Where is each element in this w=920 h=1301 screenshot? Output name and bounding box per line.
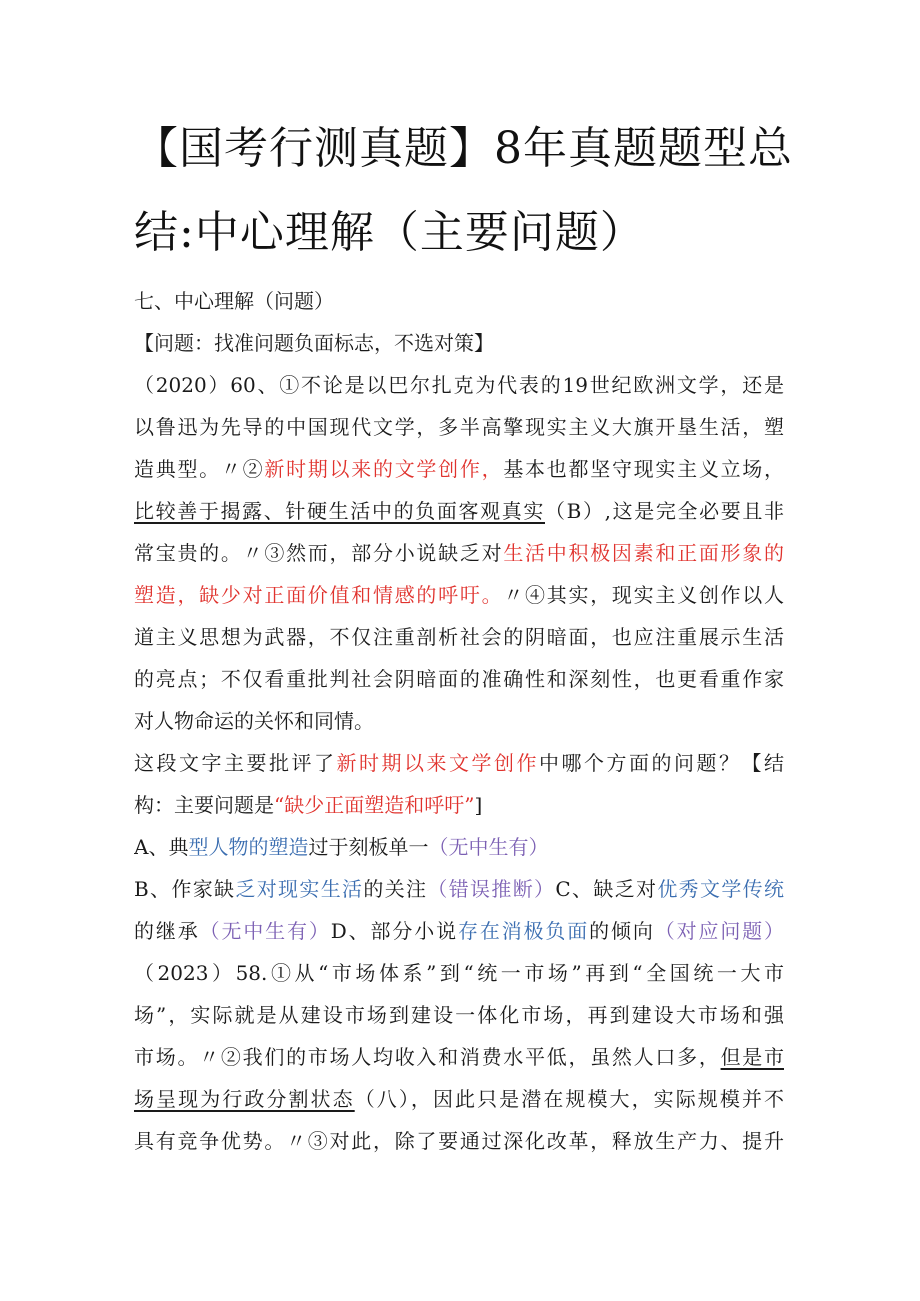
option-c-d	[134, 910, 784, 952]
q2-line-3	[134, 1036, 784, 1078]
q1-line-6-rest: 〃④其实，现实主义创作以人	[503, 583, 784, 607]
q1-stem-line-1	[134, 742, 784, 784]
q1-underlined-phrase: 比较善于揭露、针硬生活中的负面客观真实	[134, 499, 545, 523]
q1-stem-line-2	[134, 784, 784, 826]
option-c-prefix: C、缺乏对	[555, 877, 658, 901]
q1-line-1: （2020）60、①不论是以巴尔扎克为代表的19世纪欧洲文学，还是	[134, 373, 784, 397]
q1-line-4-rest: （B）,这是完全必要且非	[545, 499, 784, 523]
q1-structure-label: 构：主要问题是	[134, 793, 274, 817]
q1-highlight-problem-2: 塑造，缺少对正面价值和情感的呼吁。	[134, 583, 504, 607]
q1-line-8: 的亮点；不仅看重批判社会阴暗面的准确性和深刻性，也更看重作家	[134, 667, 784, 691]
option-a-note: （无中生有）	[428, 835, 549, 859]
option-b-rest: 的关注	[363, 877, 428, 901]
q1-highlight-subject: 新时期以来的文学创作，	[264, 457, 504, 481]
q1-line-2: 以鲁迅为先导的中国现代文学，多半高擎现实主义大旗开垦生活，塑	[134, 415, 784, 439]
section-heading: 七、中心理解（问题）	[134, 289, 334, 313]
q1-line-4	[134, 490, 784, 532]
tip-line: 【问题：找准问题负面标志，不选对策】	[134, 331, 494, 355]
q1-stem-rest: 中哪个方面的问题？【结	[539, 751, 784, 775]
q1-line-9: 对人物命运的关怀和同情。	[134, 709, 374, 733]
q2-line-4-rest: （八），因此只是潜在规模大，实际规模并不	[354, 1087, 784, 1111]
option-d-key: 存在消极负面	[457, 919, 590, 943]
option-d-rest: 的倾向	[589, 919, 655, 943]
q2-line-1: （2023）58.①从“市场体系”到“统一市场”再到“全国统一大市	[134, 961, 784, 985]
q1-structure-answer: “缺少正面塑造和呼吁”	[274, 793, 475, 817]
option-a	[134, 826, 784, 868]
q1-stem-highlight: 新时期以来文学创作	[336, 751, 539, 775]
q2-line-5: 具有竞争优势。〃③对此，除了要通过深化改革，释放生产力、提升	[134, 1129, 784, 1153]
q1-line-7: 道主义思想为武器，不仅注重剖析社会的阴暗面，也应注重展示生活	[134, 625, 784, 649]
option-a-rest: 过于刻板单一	[308, 835, 429, 859]
option-b-c	[134, 868, 784, 910]
option-b-prefix: B、作家缺	[134, 877, 236, 901]
page-title-line-2: 结:中心理解（主要问题）	[134, 207, 645, 258]
page-title-line-1: 【国考行测真题】8年真题题型总	[134, 123, 793, 174]
option-d-prefix: D、部分小说	[330, 919, 458, 943]
option-a-prefix: A、典	[134, 835, 189, 859]
q2-underlined-start: 但是市	[720, 1045, 784, 1069]
q1-line-3-rest: 基本也都坚守现实主义立场，	[503, 457, 784, 481]
q2-underlined-phrase: 场呈现为行政分割状态	[134, 1087, 355, 1111]
q1-highlight-problem-1: 生活中积极因素和正面形象的	[503, 541, 784, 565]
q1-structure-close: ]	[474, 793, 483, 817]
option-c-key: 优秀文学传统	[657, 877, 784, 901]
option-a-key: 型人物的塑造	[188, 835, 309, 859]
q1-line-5	[134, 532, 784, 574]
q1-line-6	[134, 574, 784, 616]
q2-line-3-plain: 市场。〃②我们的市场人均收入和消费水平低，虽然人口多，	[134, 1045, 721, 1069]
q1-stem-plain: 这段文字主要批评了	[134, 751, 337, 775]
option-b-note: （错误推断）	[427, 877, 556, 901]
q2-line-2: 场”，实际就是从建设市场到建设一体化市场，再到建设大市场和强	[134, 1003, 784, 1027]
option-c-rest: 的继承	[134, 919, 200, 943]
option-b-key: 乏对现实生活	[235, 877, 364, 901]
q1-line-3	[134, 448, 784, 490]
q2-line-4	[134, 1078, 784, 1120]
q1-line-5-plain: 常宝贵的。〃③然而，部分小说缺乏对	[134, 541, 504, 565]
option-c-note: （无中生有）	[199, 919, 331, 943]
option-d-note: （对应问题）	[654, 919, 784, 943]
q1-line-3-plain: 造典型。〃②	[134, 457, 265, 481]
